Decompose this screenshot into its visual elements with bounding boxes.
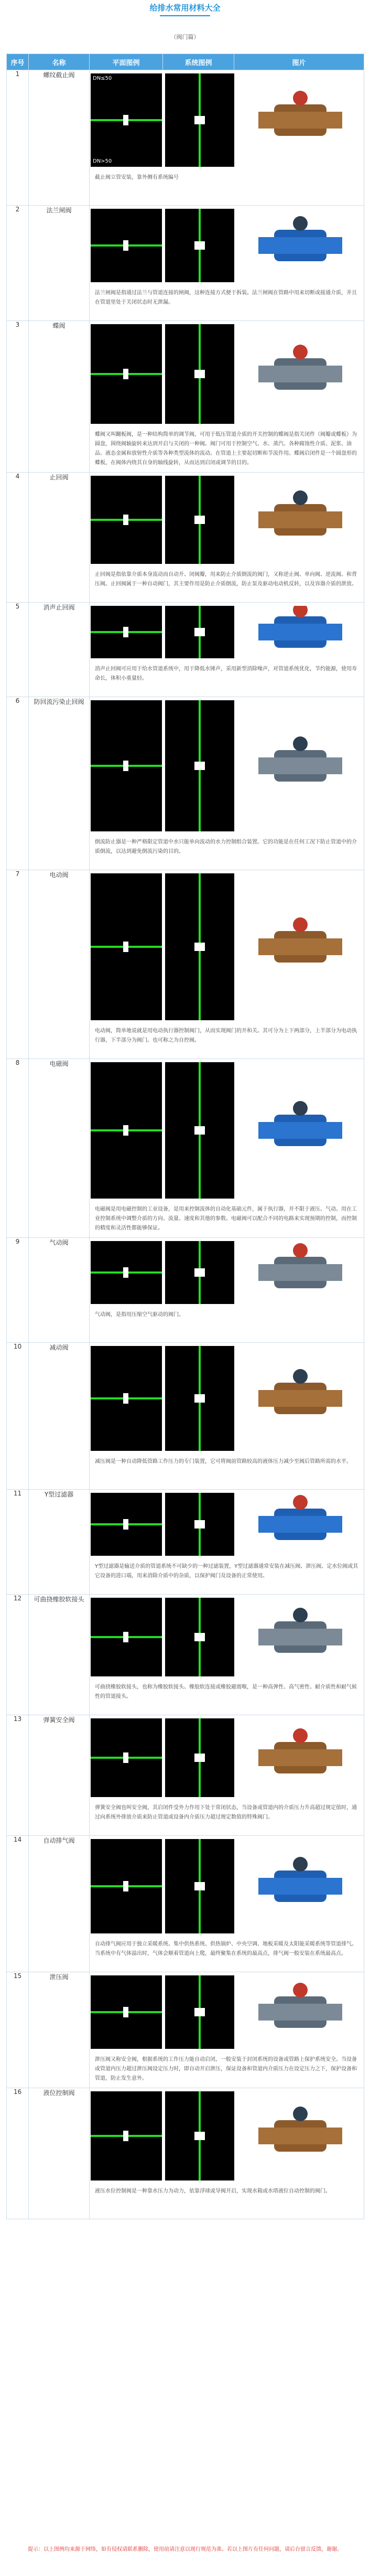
table-row xyxy=(7,1715,364,1836)
table-row xyxy=(7,321,364,473)
row-name: 消声止回阀 xyxy=(29,603,90,697)
table-row xyxy=(7,603,364,697)
row-number: 11 xyxy=(7,1490,29,1595)
row-content xyxy=(90,1836,364,1972)
row-name: 弹簧安全阀 xyxy=(29,1715,90,1836)
plan-symbol xyxy=(91,2091,162,2180)
row-name: 自动排气阀 xyxy=(29,1836,90,1972)
row-number: 13 xyxy=(7,1715,29,1836)
valve-mark xyxy=(123,2131,128,2141)
table-row xyxy=(7,1238,364,1343)
row-description: 蝶阀又叫翻板阀，是一种结构简单的调节阀，可用于低压管道介质的开关控制的蝶阀是指关闭件（阀瓣或蝶板）为圆盘，围绕阀轴旋转来达到开启与关闭的一种阀。阀门可用于控制空气、水、蒸汽、各种腐蚀性介质、泥浆、油品、液态金属和放射性介质等各种类型流体的流动。在管道上主要起切断和节流作用。蝶阀启闭件是一个圆盘形的蝶板，在阀体内绕其自身的轴线旋转，从而达到启闭或调节的目的。 xyxy=(95,432,357,466)
valve-photo xyxy=(237,2091,363,2180)
valve-mark xyxy=(194,116,205,124)
valve-table xyxy=(6,54,364,2219)
valve-photo-svg xyxy=(237,1718,363,1797)
system-symbol xyxy=(165,1718,234,1797)
row-name: 可曲挠橡胶软接头 xyxy=(29,1595,90,1715)
row-number: 2 xyxy=(7,206,29,321)
system-symbol xyxy=(165,1839,234,1933)
valve-mark xyxy=(123,1519,128,1530)
valve-photo-svg xyxy=(237,700,363,831)
plan-symbol xyxy=(91,1975,162,2049)
valve-photo xyxy=(237,606,363,658)
row-content xyxy=(90,1059,364,1238)
valve-mark xyxy=(194,2008,205,2016)
row-content xyxy=(90,1490,364,1595)
footer-note: 提示：以上图例均来源于网络，如有侵权请联系删除，使用前请注意以现行规范为准。若以上图片有任何问题，请后台留言反馈，谢谢。 xyxy=(28,2547,342,2552)
row-number: 16 xyxy=(7,2088,29,2219)
system-symbol xyxy=(165,1493,234,1556)
system-symbol xyxy=(165,1062,234,1199)
table-row xyxy=(7,1972,364,2088)
valve-photo-svg xyxy=(237,1493,363,1556)
valve-mark xyxy=(123,240,128,251)
row-number: 12 xyxy=(7,1595,29,1715)
row-content xyxy=(90,603,364,697)
valve-photo xyxy=(237,1718,363,1797)
valve-photo xyxy=(237,1062,363,1199)
valve-photo-svg xyxy=(237,1062,363,1199)
valve-mark xyxy=(194,1394,205,1403)
row-name: 防回流污染止回阀 xyxy=(29,697,90,870)
row-description: 法兰闸阀是指通过法兰与管道连接的闸阀，这种连接方式便于拆装。法兰闸阀在管路中用来切断或接通介质，并且在管道里处于关闭状态时无泄漏。 xyxy=(95,290,357,305)
table-row xyxy=(7,1059,364,1238)
valve-photo-svg xyxy=(237,2091,363,2180)
row-number: 3 xyxy=(7,321,29,473)
row-number: 6 xyxy=(7,697,29,870)
system-symbol xyxy=(165,73,234,167)
row-content xyxy=(90,2088,364,2219)
row-name: 气动阀 xyxy=(29,1238,90,1343)
system-symbol xyxy=(165,1346,234,1451)
row-content xyxy=(90,1715,364,1836)
row-description: 液压水位控制阀是一种靠水压力为动力，依靠浮球或导阀开启，实现水箱或水塔液位自动控制的阀门。 xyxy=(95,2188,331,2194)
plan-symbol xyxy=(91,873,162,1020)
row-number: 5 xyxy=(7,603,29,697)
valve-mark xyxy=(194,241,205,250)
table-row xyxy=(7,2088,364,2219)
row-description: Y型过滤器是输送介质的管道系统不可缺少的一种过滤装置，Y型过滤器通常安装在减压阀、泄压阀、定水位阀或其它设备的进口端，用来消除介质中的杂质，以保护阀门及设备的正常使用。 xyxy=(95,1564,358,1579)
valve-mark xyxy=(194,1633,205,1641)
valve-mark xyxy=(194,2132,205,2140)
valve-mark xyxy=(123,1125,128,1136)
plan-symbol xyxy=(91,324,162,424)
valve-photo xyxy=(237,476,363,564)
row-description: 止回阀是指依靠介质本身流动而自动开、闭阀瓣，用来防止介质倒流的阀门，又称逆止阀、单向阀、逆流阀、和背压阀。止回阀属于一种自动阀门，其主要作用是防止介质倒流，防止泵及驱动电动机反转，以及容器介质的泄放。 xyxy=(95,572,357,587)
row-content xyxy=(90,70,364,206)
row-content xyxy=(90,870,364,1059)
table-row xyxy=(7,697,364,870)
plan-symbol xyxy=(91,700,162,831)
system-symbol xyxy=(165,1598,234,1676)
valve-photo-svg xyxy=(237,1975,363,2049)
row-name: 蝶阀 xyxy=(29,321,90,473)
row-description: 截止阀立管安装，靠外侧有系统编号 xyxy=(95,175,179,180)
page-subtitle: （阀门篇） xyxy=(170,34,200,40)
row-description: 电磁阀是用电磁控制的工业设备，是用来控制流体的自动化基础元件，属于执行器，并不限于液压、气动。用在工业控制系统中调整介质的方向、流量、速度和其他的参数。电磁阀可以配合不同的电路来实现预期的控制，而控制的精度和灵活性都能够保证。 xyxy=(95,1206,357,1231)
table-header-row xyxy=(7,54,364,70)
plan-symbol xyxy=(91,73,162,167)
table-row xyxy=(7,1343,364,1490)
row-number: 15 xyxy=(7,1972,29,2088)
table-row xyxy=(7,70,364,206)
row-content xyxy=(90,1238,364,1343)
row-number: 8 xyxy=(7,1059,29,1238)
valve-mark xyxy=(123,115,128,125)
row-name: 法兰闸阀 xyxy=(29,206,90,321)
valve-photo xyxy=(237,1493,363,1556)
system-symbol xyxy=(165,2091,234,2180)
row-content xyxy=(90,321,364,473)
valve-mark xyxy=(123,1752,128,1763)
valve-mark xyxy=(194,628,205,636)
valve-photo xyxy=(237,873,363,1020)
valve-photo-svg xyxy=(237,1346,363,1451)
header-photo: 图片 xyxy=(234,54,364,70)
row-description: 消声止回阀可应用于给水管道系统中，用于降低水锤声，采用新型消除噪声，对管道系统优化，节约能源，使用寿命长，体积小重量轻。 xyxy=(95,666,357,681)
plan-symbol xyxy=(91,1839,162,1933)
valve-photo-svg xyxy=(237,324,363,424)
valve-photo-svg xyxy=(237,73,363,167)
row-content xyxy=(90,1972,364,2088)
valve-mark xyxy=(123,515,128,525)
plan-symbol xyxy=(91,476,162,564)
row-number: 1 xyxy=(7,70,29,206)
valve-mark xyxy=(194,370,205,378)
row-number: 10 xyxy=(7,1343,29,1490)
valve-photo xyxy=(237,324,363,424)
row-number: 7 xyxy=(7,870,29,1059)
plan-symbol xyxy=(91,1346,162,1451)
header-no: 序号 xyxy=(7,54,29,70)
row-content xyxy=(90,697,364,870)
valve-mark xyxy=(194,1882,205,1890)
plan-symbol xyxy=(91,1493,162,1556)
valve-photo-svg xyxy=(237,476,363,564)
table-row xyxy=(7,473,364,603)
valve-mark xyxy=(123,942,128,952)
valve-photo xyxy=(237,1839,363,1933)
valve-photo xyxy=(237,209,363,282)
plan-symbol xyxy=(91,1241,162,1304)
title-underline xyxy=(160,15,210,16)
table-row xyxy=(7,1836,364,1972)
row-description: 气动阀，是指用压缩空气驱动的阀门。 xyxy=(95,1312,184,1318)
system-symbol xyxy=(165,1241,234,1304)
valve-photo xyxy=(237,700,363,831)
valve-mark xyxy=(123,627,128,637)
valve-photo xyxy=(237,1598,363,1676)
valve-photo-svg xyxy=(237,606,363,658)
header-plan: 平面图例 xyxy=(90,54,163,70)
valve-mark xyxy=(194,1754,205,1762)
row-name: 减动阀 xyxy=(29,1343,90,1490)
valve-mark xyxy=(123,1393,128,1404)
valve-photo-svg xyxy=(237,1241,363,1304)
valve-photo-svg xyxy=(237,873,363,1020)
row-name: 电动阀 xyxy=(29,870,90,1059)
plan-label: DN≤50 xyxy=(93,76,112,81)
valve-photo-svg xyxy=(237,1839,363,1933)
table-row xyxy=(7,870,364,1059)
row-description: 减压阀是一种自动降低管路工作压力的专门装置，它可将阀前管路较高的液体压力减少至阀后管路所需的水平。 xyxy=(95,1459,352,1465)
valve-mark xyxy=(194,1126,205,1135)
valve-mark xyxy=(123,369,128,379)
row-name: 止回阀 xyxy=(29,473,90,603)
row-content xyxy=(90,1595,364,1715)
row-description: 自动排气阀应用于独立采暖系统、集中供热系统、供热锅炉、中央空调、地板采暖及太阳能采暖系统等管道排气。当系统中有气体溢出时，气体会顺着管道向上爬，最终聚集在系统的最高点，排气阀一般安装在系统最高点。 xyxy=(95,1941,357,1957)
plan-symbol xyxy=(91,1598,162,1676)
valve-mark xyxy=(194,943,205,951)
row-number: 14 xyxy=(7,1836,29,1972)
valve-photo xyxy=(237,73,363,167)
plan-symbol xyxy=(91,1062,162,1199)
valve-photo xyxy=(237,1975,363,2049)
row-number: 9 xyxy=(7,1238,29,1343)
valve-photo xyxy=(237,1346,363,1451)
valve-mark xyxy=(194,1268,205,1277)
valve-photo-svg xyxy=(237,209,363,282)
system-symbol xyxy=(165,1975,234,2049)
system-symbol xyxy=(165,324,234,424)
table-row xyxy=(7,206,364,321)
valve-mark xyxy=(123,1881,128,1891)
row-description: 倒流防止器是一种严格限定管道中水只能单向流动的水力控制组合装置。它的功能是在任何工况下防止管道中的介质倒流，以达到避免倒流污染的目的。 xyxy=(95,839,357,854)
row-content xyxy=(90,206,364,321)
valve-mark xyxy=(194,1520,205,1529)
header-system: 系统图例 xyxy=(163,54,234,70)
row-description: 电动阀，简单地说就是用电动执行器控制阀门，从而实现阀门的开和关。其可分为上下两部分，上半部分为电动执行器，下半部分为阀门。也可称之为自控阀。 xyxy=(95,1028,357,1043)
row-name: 泄压阀 xyxy=(29,1972,90,2088)
table-row xyxy=(7,1490,364,1595)
valve-mark xyxy=(123,2007,128,2017)
row-content xyxy=(90,473,364,603)
row-name: 螺纹截止阀 xyxy=(29,70,90,206)
row-name: 液位控制阀 xyxy=(29,2088,90,2219)
valve-mark xyxy=(123,1267,128,1278)
row-description: 泄压阀又称安全阀，根据系统的工作压力能自动启闭，一般安装于封闭系统的设备或管路上保护系统安全。当设备或管道内压力超过泄压阀设定压力时，即自动开启泄压，保证设备和管道内介质压力在设定压力之下，保护设备和管道，防止发生意外。 xyxy=(95,2057,357,2081)
page-title: 给排水常用材料大全 xyxy=(149,3,221,13)
plan-symbol xyxy=(91,209,162,282)
plan-symbol xyxy=(91,1718,162,1797)
system-symbol xyxy=(165,873,234,1020)
row-description: 可曲挠橡胶软接头，也称为橡胶软接头、橡胶软连接或橡胶避震喉，是一种高弹性、高气密性、耐介质性和耐气候性的管道接头。 xyxy=(95,1684,357,1699)
valve-photo-svg xyxy=(237,1598,363,1676)
valve-mark xyxy=(123,761,128,771)
system-symbol xyxy=(165,606,234,658)
plan-symbol xyxy=(91,606,162,658)
valve-mark xyxy=(194,516,205,524)
header-name: 名称 xyxy=(29,54,90,70)
row-content xyxy=(90,1343,364,1490)
valve-photo xyxy=(237,1241,363,1304)
row-description: 弹簧安全阀也叫安全阀，其启闭件受外力作用下处于常闭状态，当设备或管道内的介质压力升高超过规定值时，通过向系统外排放介质来防止管道或设备内介质压力超过规定数值的特殊阀门。 xyxy=(95,1805,357,1820)
table-row xyxy=(7,1595,364,1715)
valve-mark xyxy=(123,1632,128,1642)
row-name: 电磁阀 xyxy=(29,1059,90,1238)
system-symbol xyxy=(165,476,234,564)
valve-mark xyxy=(194,762,205,770)
system-symbol xyxy=(165,700,234,831)
plan-label: DN>50 xyxy=(93,158,112,164)
row-number: 4 xyxy=(7,473,29,603)
row-name: Y型过滤器 xyxy=(29,1490,90,1595)
system-symbol xyxy=(165,209,234,282)
